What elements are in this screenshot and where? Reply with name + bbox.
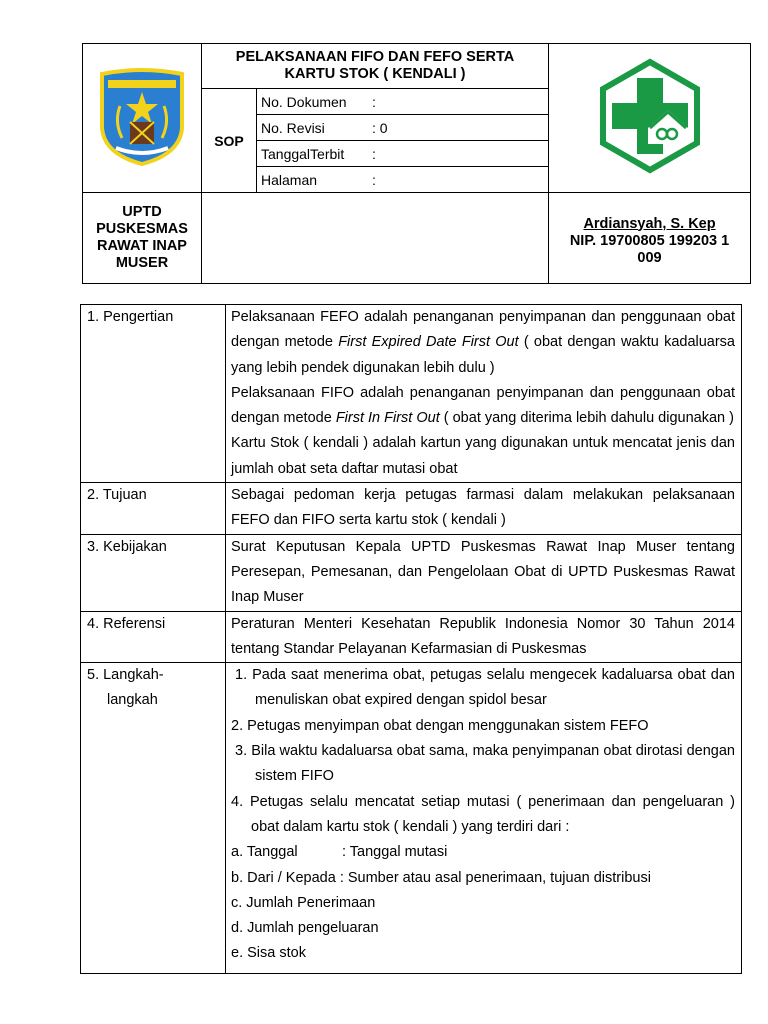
- label-line: langkah: [107, 692, 158, 709]
- signer-nip: NIP. 19700805 199203 1: [569, 232, 730, 249]
- definition-kartu-stok: Kartu Stok ( kendali ) adalah kartun yang digunakan untuk mencatat jenis dan jumlah obat seta daftar mutasi obat: [231, 435, 735, 477]
- sub-item: c. Jumlah Penerimaan: [231, 894, 376, 911]
- step-item: 2. Petugas menyimpan obat dengan menggunakan sistem FEFO: [231, 717, 649, 734]
- unit-line: UPTD: [122, 204, 162, 220]
- step-item: 4. Petugas selalu mencatat setiap mutasi ( penerimaan dan pengeluaran ) obat dalam kartu stok ( kendali ) yang terdiri dari :: [231, 793, 735, 835]
- text-run: Pelaksanaan FEFO adalah penanganan penyimpanan dan penggunaan obat dengan metode: [231, 309, 735, 351]
- doc-field-value: :: [372, 93, 376, 110]
- sub-item: a. Tanggal : Tanggal mutasi: [231, 844, 448, 861]
- section-body: [226, 305, 742, 483]
- section-body: Surat Keputusan Kepala UPTD Puskesmas Rawat Inap Muser tentang Peresepan, Pemesanan, dan Pengelolaan Obat di UPTD Puskesmas Rawat Inap Muser: [226, 534, 742, 611]
- sop-content-table: [80, 304, 742, 974]
- puskesmas-logo-cell: [549, 44, 751, 193]
- signer-name: Ardiansyah, S. Kep: [583, 215, 716, 232]
- sub-item: b. Dari / Kepada : Sumber atau asal penerimaan, tujuan distribusi: [231, 869, 651, 886]
- step-item: 1. Pada saat menerima obat, petugas selalu mengecek kadaluarsa obat dan menuliskan obat expired dengan spidol besar: [235, 667, 735, 709]
- regency-logo-cell: [83, 44, 202, 193]
- doc-field-tanggal: [257, 141, 549, 167]
- puskesmas-logo-icon: [592, 58, 708, 174]
- doc-field-label: No. Dokumen: [261, 93, 347, 110]
- title-line-2: KARTU STOK ( KENDALI ): [284, 66, 466, 82]
- definition-fifo: [231, 381, 735, 432]
- section-label: 2. Tujuan: [81, 483, 226, 535]
- doc-field-label: Halaman: [261, 171, 318, 188]
- unit-line: RAWAT INAP: [97, 238, 187, 254]
- unit-line: PUSKESMAS: [96, 221, 188, 237]
- doc-field-value: : 0: [372, 119, 388, 136]
- sop-label: SOP: [202, 89, 257, 193]
- doc-field-nomor: [257, 89, 549, 115]
- section-referensi: [81, 611, 742, 663]
- doc-field-value: :: [372, 145, 376, 162]
- doc-field-revisi: [257, 115, 549, 141]
- text-run: ( obat yang diterima lebih dahulu digunakan ): [439, 410, 734, 427]
- sub-item: d. Jumlah pengeluaran: [231, 920, 379, 937]
- section-langkah: [81, 663, 742, 974]
- sub-item: e. Sisa stok: [231, 945, 306, 962]
- regency-emblem-icon: [96, 66, 188, 166]
- text-run: Pelaksanaan FIFO adalah penanganan penyimpanan dan penggunaan obat dengan metode: [231, 384, 735, 427]
- label-line: 5. Langkah-: [87, 667, 164, 684]
- section-pengertian: [81, 305, 742, 483]
- doc-field-label: No. Revisi: [261, 119, 325, 136]
- document-title: [202, 44, 549, 89]
- definition-fefo: [231, 305, 735, 381]
- section-label: 4. Referensi: [81, 611, 226, 663]
- text-run: ( obat dengan waktu kadaluarsa yang lebih pendek digunakan lebih dulu ): [231, 334, 735, 376]
- section-body: Sebagai pedoman kerja petugas farmasi dalam melakukan pelaksanaan FEFO dan FIFO serta kartu stok ( kendali ): [226, 483, 742, 535]
- step-item: 3. Bila waktu kadaluarsa obat sama, maka penyimpanan obat dirotasi dengan sistem FIFO: [235, 743, 735, 785]
- section-label: 1. Pengertian: [81, 305, 226, 483]
- section-kebijakan: [81, 534, 742, 611]
- signer-nip-cont: 009: [637, 249, 662, 266]
- unit-line: MUSER: [115, 255, 169, 271]
- doc-field-halaman: [257, 167, 549, 193]
- section-tujuan: [81, 483, 742, 535]
- sop-header-table: [82, 43, 751, 284]
- doc-field-label: TanggalTerbit: [261, 145, 345, 162]
- section-body: [226, 663, 742, 974]
- blank-cell: [202, 193, 549, 284]
- title-line-1: PELAKSANAAN FIFO DAN FEFO SERTA: [235, 49, 515, 65]
- section-label: 3. Kebijakan: [81, 534, 226, 611]
- section-label: [81, 663, 226, 974]
- bottom-spacer: [231, 967, 735, 973]
- doc-field-value: :: [372, 171, 376, 188]
- unit-name: [83, 193, 202, 284]
- signature-block: [549, 193, 751, 284]
- emphasis-text: First Expired Date First Out: [338, 334, 519, 351]
- emphasis-text: First In First Out: [335, 410, 440, 427]
- section-body: Peraturan Menteri Kesehatan Republik Indonesia Nomor 30 Tahun 2014 tentang Standar Pelayanan Kefarmasian di Puskesmas: [226, 611, 742, 663]
